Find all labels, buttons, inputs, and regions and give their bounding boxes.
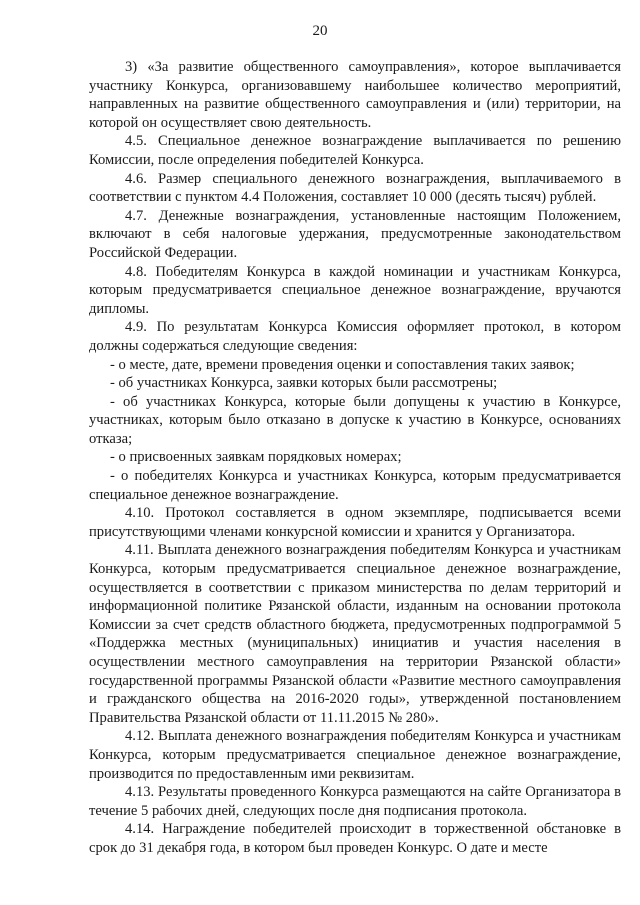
paragraph-4-5: 4.5. Специальное денежное вознаграждение выплачивается по решению Комиссии, после определения победителей Конкурса. [89,133,621,168]
paragraph-4-14: 4.14. Награждение победителей происходит в торжественной обстановке в срок до 31 декабря года, в котором был проведен Конкурс. О дате и месте [89,821,621,856]
document-body [89,58,621,858]
protocol-item-reviewed: - об участниках Конкурса, заявки которых были рассмотрены; [110,375,498,392]
paragraph-nomination-3: 3) «За развитие общественного самоуправления», которое выплачивается участнику Конкурса, организовавшему наибольшее количество мероприятий, направленных на развитие общественного самоуправления и (или) территории, на которой он осуществляет свою деятельность. [89,59,621,131]
paragraph-4-6: 4.6. Размер специального денежного вознаграждения, выплачиваемого в соответствии с пунктом 4.4 Положения, составляет 10 000 (десять тысяч) рублей. [89,170,621,206]
page-number: 20 [312,23,328,39]
paragraph-4-9: 4.9. По результатам Конкурса Комиссия оформляет протокол, в котором должны содержаться следующие сведения: [89,319,621,354]
paragraph-4-10: 4.10. Протокол составляется в одном экземпляре, подписывается всеми присутствующими членами конкурсной комиссии и хранится у Организатора. [89,505,621,540]
paragraph-4-12: 4.12. Выплата денежного вознаграждения победителям Конкурса и участникам Конкурса, которым предусматривается специальное денежное вознаграждение, производится по предоставленным ими реквизитам. [89,728,621,782]
protocol-item-admitted: - об участниках Конкурса, которые были допущены к участию в Конкурсе, участниках, которым было отказано в допуске к участию в Конкурсе, основаниях отказа; [89,393,621,447]
paragraph-4-11: 4.11. Выплата денежного вознаграждения победителям Конкурса и участникам Конкурса, которым предусматривается специальное денежное вознаграждение, осуществляется в соответствии с приказом министерства по делам территорий и информационной политике Рязанской области, изданным на основании протокола Комиссии за счет средств областного бюджета, предусмотренных подпрограммой 5 «Поддержка местных (муниципальных) инициатив и участия населения в осуществлении местного самоуправления на территории Рязанской области» государственной программы Рязанской области «Развитие местного самоуправления и гражданского общества на 2016-2020 годы», утвержденной постановлением Правительства Рязанской области от 11.11.2015 № 280». [89,542,621,726]
protocol-item-numbers: - о присвоенных заявкам порядковых номерах; [110,449,402,466]
paragraph-4-8: 4.8. Победителям Конкурса в каждой номинации и участникам Конкурса, которым предусматривается специальное денежное вознаграждение, вручаются дипломы. [89,263,621,317]
paragraph-4-13: 4.13. Результаты проведенного Конкурса размещаются на сайте Организатора в течение 5 рабочих дней, следующих после дня подписания протокола. [89,784,621,819]
protocol-item-winners: - о победителях Конкурса и участниках Конкурса, которым предусматривается специальное денежное вознаграждение. [89,468,621,503]
paragraph-4-7: 4.7. Денежные вознаграждения, установленные настоящим Положением, включают в себя налоговые удержания, предусмотренные законодательством Российской Федерации. [89,207,621,261]
protocol-item-place-date: - о месте, дате, времени проведения оценки и сопоставления таких заявок; [110,356,575,373]
